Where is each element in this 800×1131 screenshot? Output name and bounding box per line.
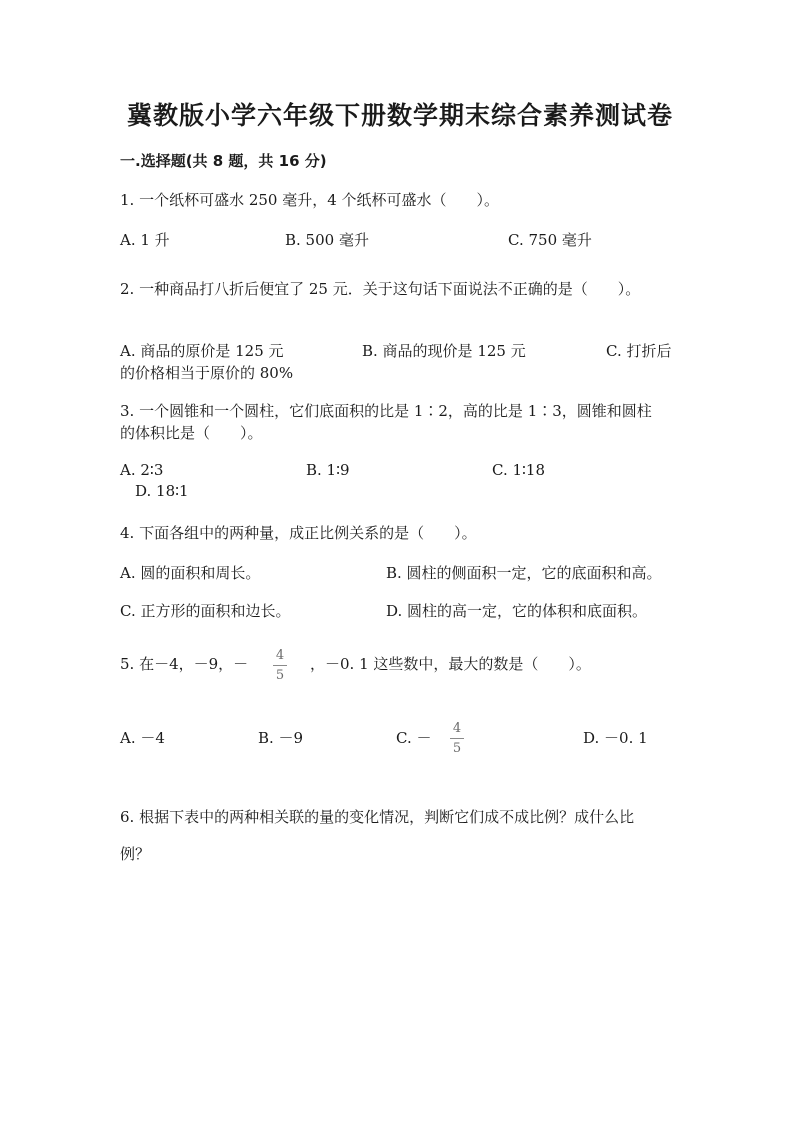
question-1-option-a[interactable]: A. 1 升 (120, 231, 170, 249)
question-4-stem: 4. 下面各组中的两种量，成正比例关系的是（ ）。 (120, 524, 477, 542)
fraction-bar (273, 665, 287, 666)
question-5-option-b[interactable]: B. －9 (258, 729, 304, 747)
question-3-option-b[interactable]: B. 1∶9 (306, 461, 350, 479)
question-3-option-d[interactable]: D. 18∶1 (135, 482, 189, 500)
question-4-option-a[interactable]: A. 圆的面积和周长。 (120, 564, 261, 582)
question-2-option-c[interactable]: C. 打折后 (606, 342, 672, 360)
question-5-fraction (272, 649, 288, 682)
question-2-option-a[interactable]: A. 商品的原价是 125 元 (120, 342, 284, 360)
question-4-option-d[interactable]: D. 圆柱的高一定，它的体积和底面积。 (386, 602, 648, 620)
question-2-stem: 2. 一种商品打八折后便宜了 25 元．关于这句话下面说法不正确的是（ ）。 (120, 280, 641, 298)
section-heading: 一.选择题(共 8 题，共 16 分) (120, 152, 327, 170)
question-1-option-b[interactable]: B. 500 毫升 (285, 231, 369, 249)
question-5-option-c[interactable]: C. － (396, 729, 432, 747)
fraction-bar (450, 738, 464, 739)
question-5-option-c-fraction (449, 722, 465, 755)
question-3-option-c[interactable]: C. 1∶18 (492, 461, 546, 479)
fraction-numerator: 4 (452, 721, 462, 736)
page-title: 冀教版小学六年级下册数学期末综合素养测试卷 (126, 101, 673, 130)
question-1-stem: 1. 一个纸杯可盛水 250 毫升，4 个纸杯可盛水（ ）。 (120, 191, 500, 209)
question-5-stem-end: ，－0. 1 这些数中，最大的数是（ ）。 (310, 655, 591, 673)
question-4-option-c[interactable]: C. 正方形的面积和边长。 (120, 602, 291, 620)
question-6-stem-line-1: 6. 根据下表中的两种相关联的量的变化情况，判断它们成不成比例？成什么比 (120, 808, 635, 826)
question-4-option-b[interactable]: B. 圆柱的侧面积一定，它的底面积和高。 (386, 564, 662, 582)
fraction-numerator: 4 (275, 648, 285, 663)
question-3-option-a[interactable]: A. 2∶3 (120, 461, 164, 479)
question-3-stem-line-1: 3. 一个圆锥和一个圆柱，它们底面积的比是 1∶2，高的比是 1∶3，圆锥和圆柱 (120, 402, 652, 420)
question-5-option-a[interactable]: A. －4 (120, 729, 165, 747)
question-2-option-c-continued: 的价格相当于原价的 80% (120, 364, 294, 382)
question-6-stem-line-2: 例？ (120, 845, 151, 863)
question-2-option-b[interactable]: B. 商品的现价是 125 元 (362, 342, 526, 360)
question-1-option-c[interactable]: C. 750 毫升 (508, 231, 592, 249)
fraction-denominator: 5 (452, 741, 462, 756)
question-3-stem-line-2: 的体积比是（ ）。 (120, 424, 263, 442)
question-5-option-d[interactable]: D. －0. 1 (583, 729, 648, 747)
fraction-denominator: 5 (275, 668, 285, 683)
question-5-stem-start: 5. 在－4，－9，－ (120, 655, 249, 673)
